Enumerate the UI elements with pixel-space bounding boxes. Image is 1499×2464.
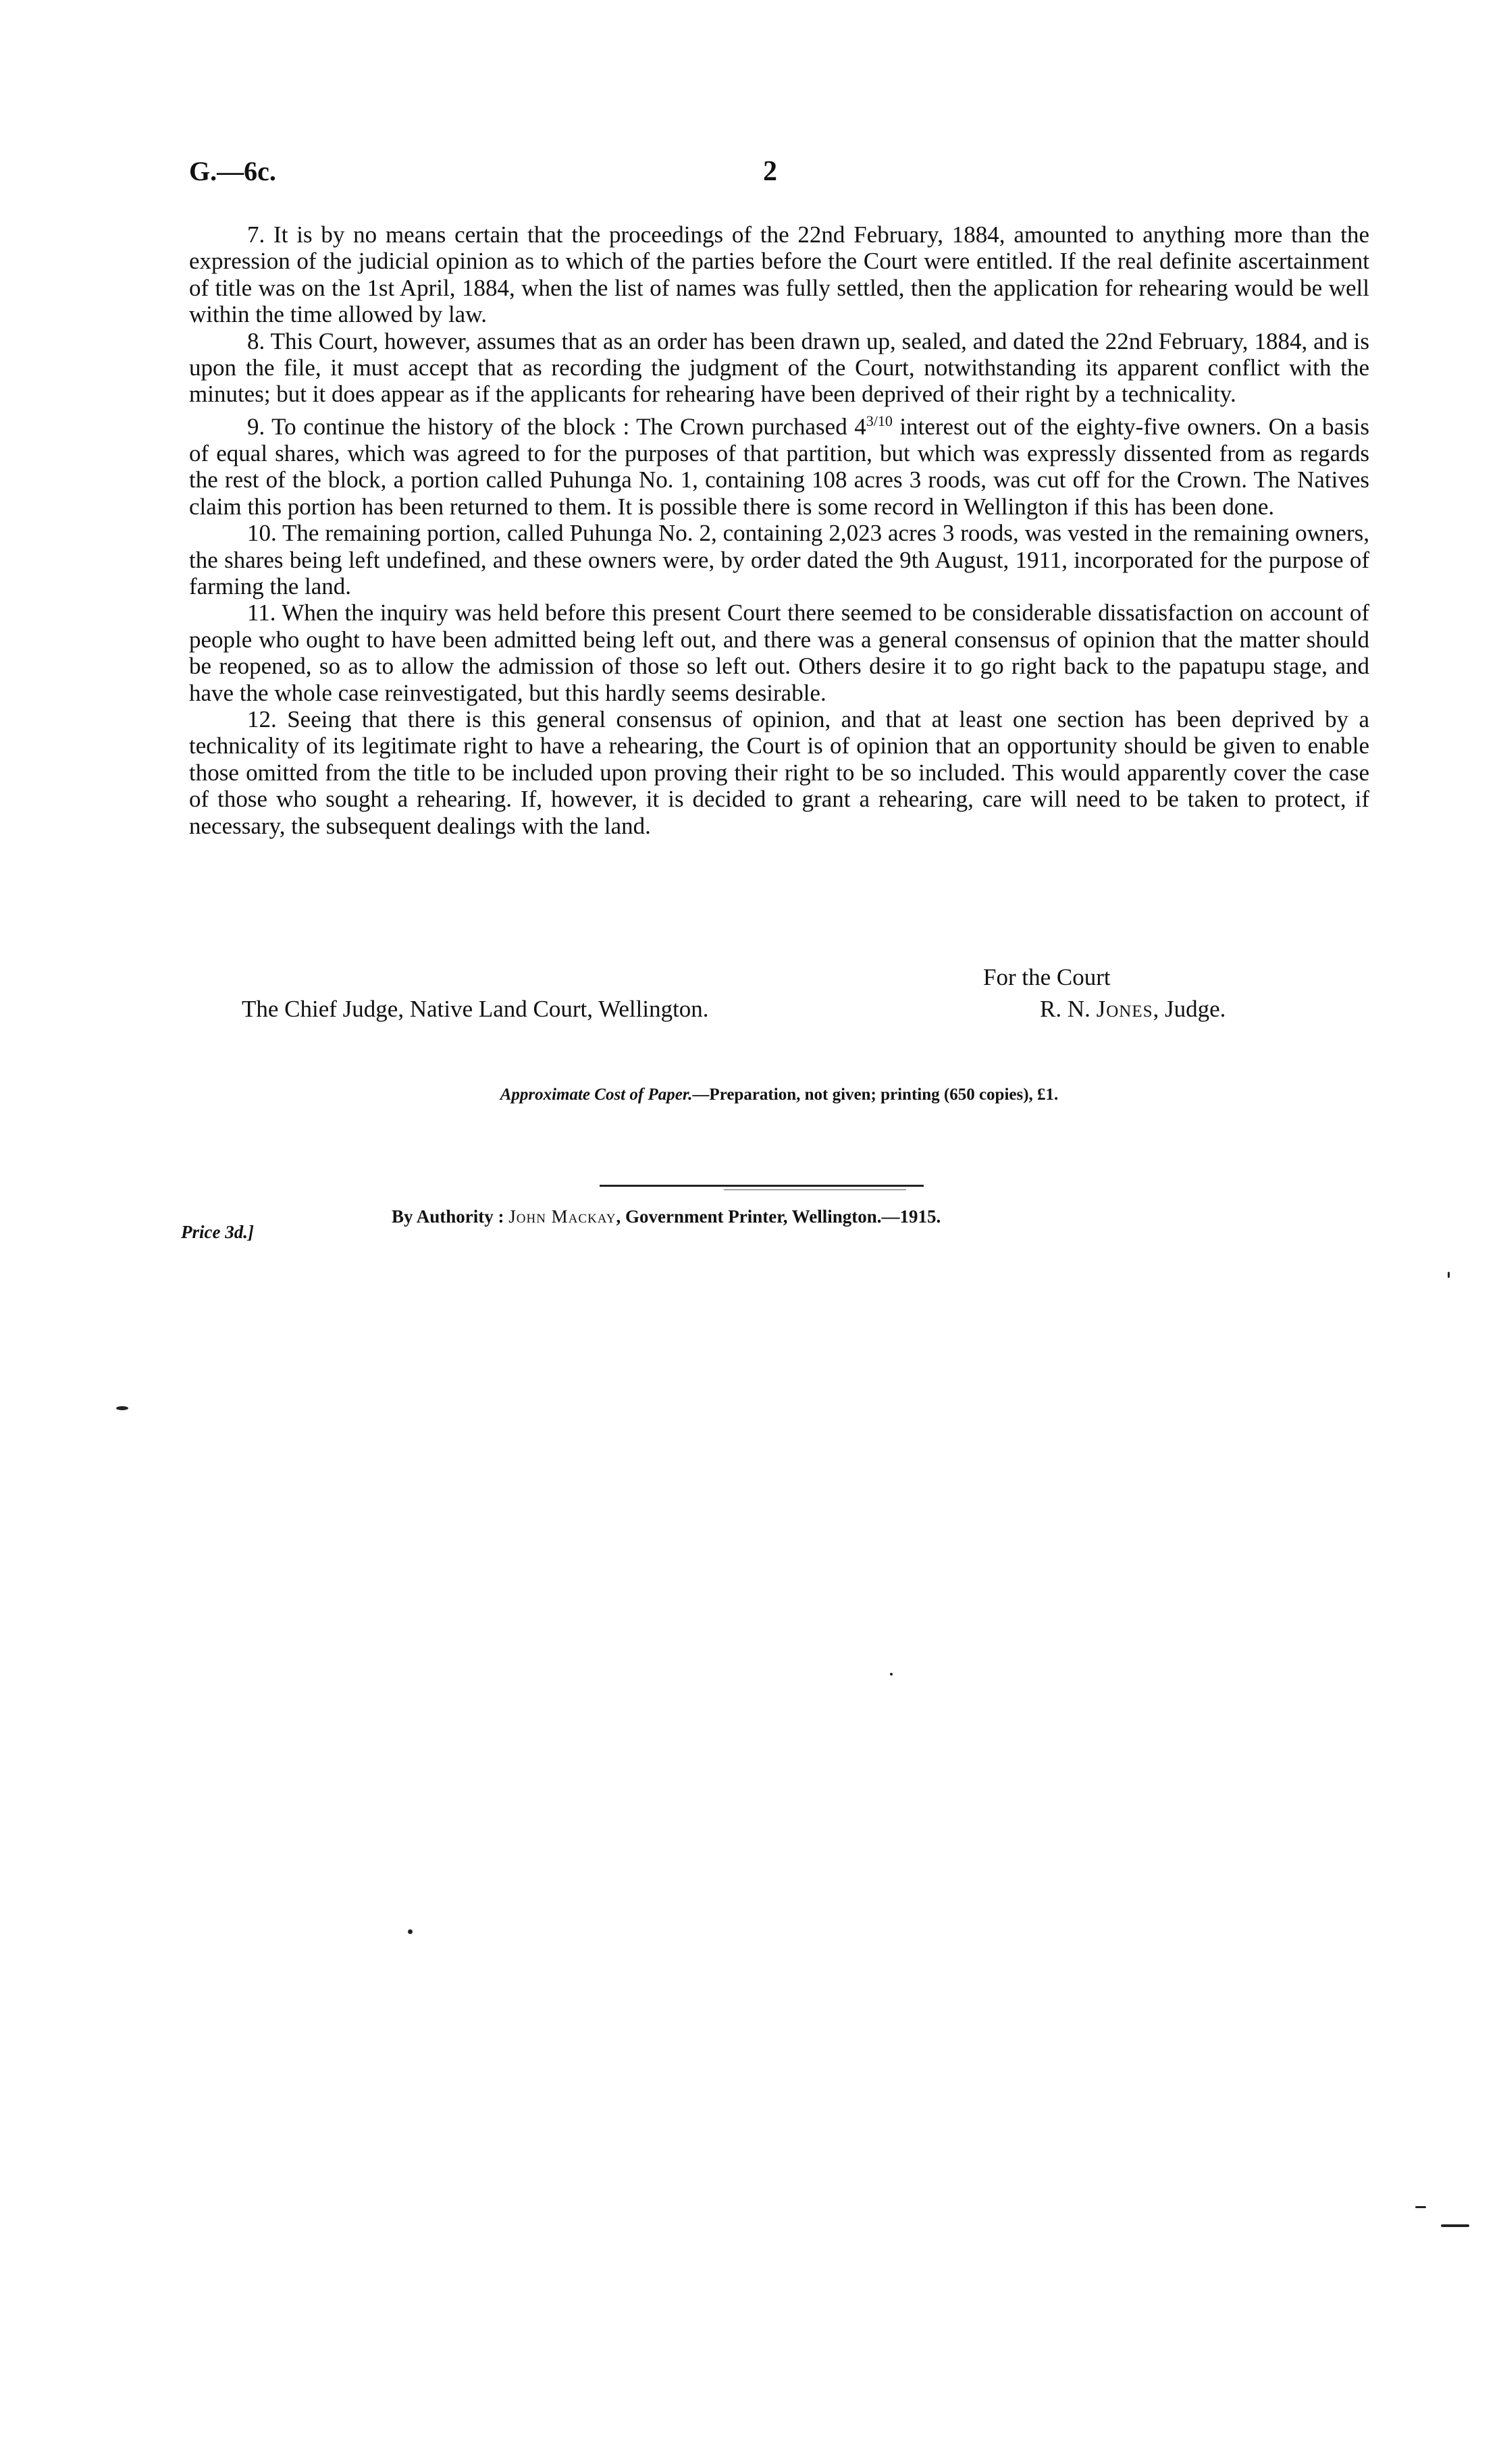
cost-note-label: Approximate Cost of Paper. xyxy=(500,1086,693,1104)
signatory-name: Jones xyxy=(1096,996,1153,1022)
for-the-court: For the Court xyxy=(983,964,1111,990)
page-header xyxy=(189,155,1371,196)
scan-speck xyxy=(116,1406,128,1410)
cost-note-text: —Preparation, not given; printing (650 copies), £1. xyxy=(692,1086,1059,1104)
scan-speck xyxy=(408,1929,413,1934)
signatory-initials: R. N. xyxy=(1040,996,1097,1022)
paragraph-11: 11. When the inquiry was held before this present Court there seemed to be considerable dissatisfaction on account of people who ought to have been admitted being left out, and there was a general consensus of opinion that the matter should be reopened, so as to allow the admission of those so left out. Others desire it to go right back to the papatupu stage, and have the whole case reinvestigated, but this hardly seems desirable. xyxy=(189,599,1369,706)
paragraph-10: 10. The remaining portion, called Puhunga No. 2, containing 2,023 acres 3 roods, was vested in the remaining owners, the shares being left undefined, and these owners were, by order dated the 9th August, 1911, incorporated for the purpose of farming the land. xyxy=(189,520,1369,599)
document-number: G.—6c. xyxy=(189,156,276,186)
footer-rule xyxy=(600,1185,924,1187)
footer-rule-thin xyxy=(724,1189,906,1190)
scan-speck xyxy=(1448,1272,1450,1278)
addressee: The Chief Judge, Native Land Court, Wellington. xyxy=(242,996,709,1022)
cost-note xyxy=(189,1086,1369,1104)
price: Price 3d.] xyxy=(181,1222,254,1242)
printer-name: John Mackay xyxy=(508,1206,616,1227)
signatory xyxy=(1040,996,1226,1023)
paragraph-8: 8. This Court, however, assumes that as an order has been drawn up, sealed, and dated the 22nd February, 1884, and is upon the file, it must accept that as recording the judgment of the Court, notwithstanding its apparent conflict with the minutes; but it does appear as if the applicants for rehearing have been deprived of their right by a technicality. xyxy=(189,327,1369,408)
printer-imprint xyxy=(392,1206,941,1227)
fraction-three-tenths: 3/10 xyxy=(866,412,893,429)
imprint-prefix: By Authority : xyxy=(392,1206,509,1227)
report-body xyxy=(189,221,1369,839)
paragraph-9 xyxy=(189,408,1369,520)
scan-speck xyxy=(1441,2224,1469,2227)
paragraph-9-lead: 9. To continue the history of the block : The Crown purchased 4 xyxy=(247,413,866,440)
paragraph-9-rest: interest out of the eighty-five owners. On a basis of equal shares, which was agreed to for the purposes of that partition, but which was expressly dissented from as regards the rest of the block, a portion called Puhunga No. 1, containing 108 acres 3 roods, was cut off for the Crown. The Natives claim this portion has been returned to them. It is possible there is some record in Wellington if this has been done. xyxy=(189,413,1369,520)
scan-speck xyxy=(1415,2206,1426,2208)
paragraph-7: 7. It is by no means certain that the proceedings of the 22nd February, 1884, amounted to anything more than the expression of the judicial opinion as to which of the parties before the Court were entitled. If the real definite ascertainment of title was on the 1st April, 1884, when the list of names was fully settled, then the application for rehearing would be well within the time allowed by law. xyxy=(189,221,1369,328)
page-number: 2 xyxy=(763,156,777,187)
imprint-suffix: , Government Printer, Wellington.—1915. xyxy=(616,1206,941,1227)
signatory-title: , Judge. xyxy=(1153,996,1226,1022)
scan-speck xyxy=(890,1673,893,1676)
paragraph-12: 12. Seeing that there is this general consensus of opinion, and that at least one section has been deprived by a technicality of its legitimate right to have a rehearing, the Court is of opinion that an opportunity should be given to enable those omitted from the title to be included upon proving their right to be so included. This would apparently cover the case of those who sought a rehearing. If, however, it is decided to grant a rehearing, care will need to be taken to protect, if necessary, the subsequent dealings with the land. xyxy=(189,705,1369,839)
